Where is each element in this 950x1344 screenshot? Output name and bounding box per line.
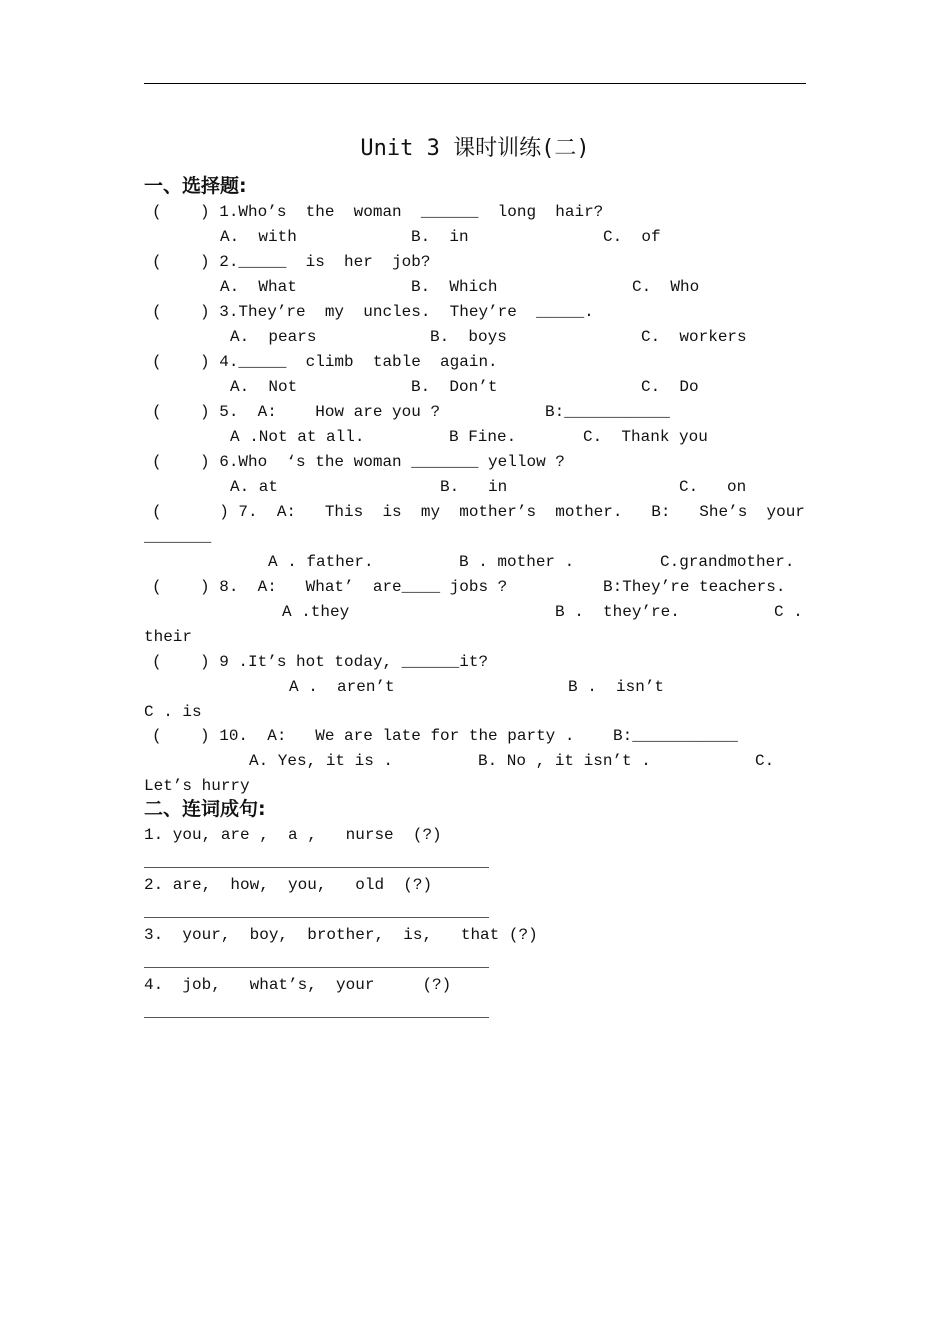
question-8: ( ) 8. A: What’ are____ jobs ? bbox=[152, 578, 508, 596]
answer-line-1[interactable] bbox=[144, 867, 489, 868]
q1-option-b: B. in bbox=[411, 228, 469, 246]
q2-option-c: C. Who bbox=[632, 278, 700, 296]
answer-line-2[interactable] bbox=[144, 917, 489, 918]
q3-option-a: A. pears bbox=[230, 328, 317, 346]
q9-option-c: C . is bbox=[144, 703, 202, 721]
sentence-item-1: 1. you, are , a , nurse (?) bbox=[144, 826, 442, 844]
q5-answer-blank: B:___________ bbox=[545, 403, 670, 421]
q4-option-c: C. Do bbox=[641, 378, 699, 396]
q10-answer-blank: B:___________ bbox=[613, 727, 738, 745]
sentence-item-4: 4. job, what’s, your (?) bbox=[144, 976, 452, 994]
q10-option-c-text: Let’s hurry bbox=[144, 777, 250, 795]
q7-option-a: A . father. bbox=[268, 553, 374, 571]
page-title: Unit 3 课时训练(二) bbox=[360, 136, 590, 161]
question-3: ( ) 3.They’re my uncles. They’re _____. bbox=[152, 303, 594, 321]
q1-option-a: A. with bbox=[220, 228, 297, 246]
q10-option-b: B. No , it isn’t . bbox=[478, 752, 651, 770]
q2-option-b: B. Which bbox=[411, 278, 498, 296]
q4-option-a: A. Not bbox=[230, 378, 298, 396]
question-7: ( ) 7. A: This is my mother’s mother. B: She’s your bbox=[152, 503, 805, 521]
q7-option-c: C.grandmother. bbox=[660, 553, 795, 571]
question-10: ( ) 10. A: We are late for the party . bbox=[152, 727, 575, 745]
question-2: ( ) 2._____ is her job? bbox=[152, 253, 431, 271]
q8-option-c-text: their bbox=[144, 628, 193, 646]
q8-answer-b: B:They’re teachers. bbox=[603, 578, 786, 596]
question-5: ( ) 5. A: How are you ? bbox=[152, 403, 441, 421]
q7-option-b: B . mother . bbox=[459, 553, 575, 571]
answer-line-3[interactable] bbox=[144, 967, 489, 968]
q7-blank: _______ bbox=[144, 528, 212, 546]
q4-option-b: B. Don’t bbox=[411, 378, 498, 396]
q5-option-a: A .Not at all. bbox=[230, 428, 365, 446]
question-1: ( ) 1.Who’s the woman ______ long hair? bbox=[152, 203, 604, 221]
section-heading-sentence-building: 二、连词成句: bbox=[144, 798, 266, 820]
sentence-item-2: 2. are, how, you, old (?) bbox=[144, 876, 433, 894]
q1-option-c: C. of bbox=[603, 228, 661, 246]
q8-option-b: B . they’re. bbox=[555, 603, 680, 621]
question-4: ( ) 4._____ climb table again. bbox=[152, 353, 498, 371]
q9-option-b: B . isn’t bbox=[568, 678, 665, 696]
q6-option-a: A. at bbox=[230, 478, 279, 496]
q3-option-c: C. workers bbox=[641, 328, 747, 346]
q3-option-b: B. boys bbox=[430, 328, 507, 346]
q9-option-a: A . aren’t bbox=[289, 678, 395, 696]
q10-option-c-label: C. bbox=[755, 752, 775, 770]
section-heading-multiple-choice: 一、选择题: bbox=[144, 175, 247, 197]
q2-option-a: A. What bbox=[220, 278, 297, 296]
answer-line-4[interactable] bbox=[144, 1017, 489, 1018]
q8-option-c-label: C . bbox=[774, 603, 803, 621]
q8-option-a: A .they bbox=[282, 603, 350, 621]
q6-option-c: C. on bbox=[679, 478, 747, 496]
question-9: ( ) 9 .It’s hot today, ______it? bbox=[152, 653, 489, 671]
q5-option-c: C. Thank you bbox=[583, 428, 708, 446]
header-rule bbox=[144, 83, 806, 84]
q6-option-b: B. in bbox=[440, 478, 508, 496]
question-6: ( ) 6.Who ‘s the woman _______ yellow ? bbox=[152, 453, 565, 471]
sentence-item-3: 3. your, boy, brother, is, that (?) bbox=[144, 926, 538, 944]
q5-option-b: B Fine. bbox=[449, 428, 517, 446]
q10-option-a: A. Yes, it is . bbox=[249, 752, 394, 770]
